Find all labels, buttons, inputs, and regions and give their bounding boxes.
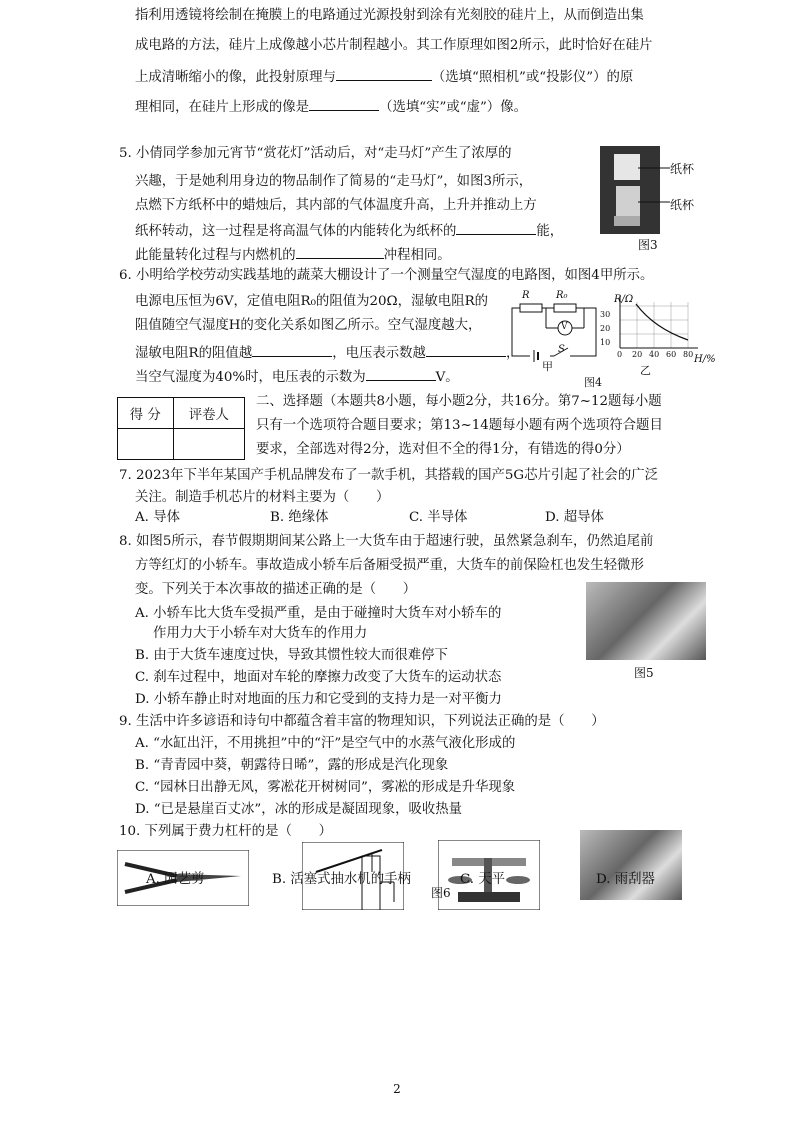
score-table <box>117 397 245 460</box>
q8-line1: 8. 如图5所示，春节假期期间某公路上一大货车由于超速行驶，虽然紧急刹车，仍然追尾前 <box>119 534 654 549</box>
q9-option-b[interactable]: B. “青青园中葵，朝露待日晞”，露的形成是汽化现象 <box>135 758 449 773</box>
fig3-caption: 图3 <box>638 238 658 252</box>
q7-line2: 关注。制造手机芯片的材料主要为（ ） <box>135 490 390 505</box>
q6-blank-3[interactable] <box>366 366 436 381</box>
section2-line1: 二、选择题（本题共8小题，每小题2分，共16分。第7~12题每小题 <box>256 394 662 409</box>
graph-xtick-20: 20 <box>632 350 643 359</box>
q7-option-c[interactable]: C. 半导体 <box>409 510 468 525</box>
q8-option-c[interactable]: C. 刹车过程中，地面对车轮的摩擦力改变了大货车的运动状态 <box>135 670 502 685</box>
q10-option-d[interactable]: D. 雨刮器 <box>596 872 655 887</box>
q4-line4: 理相同，在硅片上形成的像是 （选填“实”或“虚”）像。 <box>135 96 527 118</box>
graph-xtick-60: 60 <box>666 350 677 359</box>
q9-option-a[interactable]: A. “水缸出汗，不用挑担”中的“汗”是空气中的水蒸气液化形成的 <box>135 736 516 751</box>
q5-blank-1[interactable] <box>456 220 536 235</box>
q10-option-a[interactable]: A. 园艺剪 <box>146 872 205 887</box>
fig6-caption: 图6 <box>431 886 451 900</box>
score-label: 得 分 <box>118 398 174 429</box>
graph-ytick-20: 20 <box>600 324 611 333</box>
q8-line3: 变。下列关于本次事故的描述正确的是（ ） <box>135 582 417 597</box>
graph-ytick-10: 10 <box>600 338 611 347</box>
graph-xtick-80: 80 <box>683 350 694 359</box>
reviewer-label: 评卷人 <box>173 398 244 429</box>
q5-blank-2[interactable] <box>296 244 384 259</box>
graph-caption: 乙 <box>640 364 651 377</box>
fig5-caption: 图5 <box>634 666 654 680</box>
figure-5-accident-photo <box>586 582 706 660</box>
fig4-caption: 图4 <box>584 376 602 389</box>
q6-line3: 阻值随空气湿度H的变化关系如图乙所示。空气湿度越大， <box>135 318 482 333</box>
q6-line1: 6. 小明给学校劳动实践基地的蔬菜大棚设计了一个测量空气湿度的电路图，如图4甲所示。 <box>119 268 654 283</box>
q5-line1: 5. 小倩同学参加元宵节“赏花灯”活动后，对“走马灯”产生了浓厚的 <box>119 146 512 161</box>
q10-option-b[interactable]: B. 活塞式抽水机的手柄 <box>272 872 411 887</box>
graph-ytick-30: 30 <box>600 310 611 319</box>
section2-line2: 只有一个选项符合题目要求；第13~14题每小题有两个选项符合题目 <box>256 418 663 433</box>
fig3-label-top: 纸杯 <box>670 162 695 176</box>
graph-xlabel: H/% <box>694 354 716 365</box>
circuit-r0-label: R₀ <box>556 290 568 301</box>
q4-blank-2[interactable] <box>309 96 379 111</box>
q6-blank-1[interactable] <box>252 342 332 357</box>
q5-line3: 点燃下方纸杯中的蜡烛后，其内部的气体温度升高，上升并推动上方 <box>135 198 537 213</box>
graph-xtick-0: 0 <box>617 350 623 359</box>
q9-option-c[interactable]: C. “园林日出静无风，雾凇花开树树同”，雾凇的形成是升华现象 <box>135 780 516 795</box>
circuit-diagram <box>506 290 602 370</box>
q8-line2: 方等红灯的小轿车。事故造成小轿车后备厢受损严重，大货车的前保险杠也发生轻微形 <box>135 558 644 573</box>
q10-option-c[interactable]: C. 天平 <box>460 872 506 887</box>
q10-line1: 10. 下列属于费力杠杆的是（ ） <box>119 824 333 839</box>
q7-option-d[interactable]: D. 超导体 <box>545 510 604 525</box>
q6-line5: 当空气湿度为40%时，电压表的示数为 V。 <box>135 366 459 388</box>
circuit-r-label: R <box>522 290 530 301</box>
q6-blank-2[interactable] <box>426 342 506 357</box>
q4-blank-1[interactable] <box>336 66 432 81</box>
q9-line1: 9. 生活中许多谚语和诗句中都蕴含着丰富的物理知识，下列说法正确的是（ ） <box>119 714 605 729</box>
q8-option-b[interactable]: B. 由于大货车速度过快，导致其惯性较大而很难停下 <box>135 648 448 663</box>
q5-line5: 此能量转化过程与内燃机的 冲程相同。 <box>135 244 451 266</box>
q4-line3: 上成清晰缩小的像，此投射原理与 （选填“照相机”或“投影仪”）的原 <box>135 66 633 88</box>
q8-option-a-line1[interactable]: A. 小轿车比大货车受损严重，是由于碰撞时大货车对小轿车的 <box>135 606 502 621</box>
graph-xtick-40: 40 <box>649 350 660 359</box>
q8-option-a-line2[interactable]: 作用力大于小轿车对大货车的作用力 <box>153 626 368 641</box>
q7-line1: 7. 2023年下半年某国产手机品牌发布了一款手机，其搭载的国产5G芯片引起了社会的广泛 <box>119 468 658 483</box>
circuit-caption: 甲 <box>542 360 553 373</box>
q6-line4: 湿敏电阻R的阻值越 ，电压表示数越 ， <box>135 342 519 364</box>
reviewer-cell[interactable] <box>173 429 244 460</box>
circuit-meter-label: V <box>561 322 568 332</box>
q4-line2: 成电路的方法，硅片上成像越小芯片制程越小。其工作原理如图2所示，此时恰好在硅片 <box>135 38 653 53</box>
q4-line1: 指利用透镜将绘制在掩膜上的电路通过光源投射到涂有光刻胶的硅片上，从而倒造出集 <box>135 8 644 23</box>
q5-line2: 兴趣，于是她利用身边的物品制作了简易的“走马灯”，如图3所示， <box>135 174 533 189</box>
score-cell[interactable] <box>118 429 174 460</box>
q9-option-d[interactable]: D. “已是悬崖百丈冰”，冰的形成是凝固现象，吸收热量 <box>135 802 463 817</box>
circuit-switch-label: S <box>558 344 565 355</box>
q7-option-b[interactable]: B. 绝缘体 <box>270 510 329 525</box>
q5-line4: 纸杯转动，这一过程是将高温气体的内能转化为纸杯的 能， <box>135 220 563 242</box>
graph-ylabel: R/Ω <box>614 294 634 305</box>
section2-line3: 要求，全部选对得2分，选对但不全的得1分，有错选的得0分） <box>256 442 630 457</box>
q6-line2: 电源电压恒为6V，定值电阻R₀的阻值为20Ω，湿敏电阻R的 <box>135 294 489 309</box>
fig3-label-bottom: 纸杯 <box>670 198 695 212</box>
page-number: 2 <box>393 1082 401 1096</box>
q8-option-d[interactable]: D. 小轿车静止时对地面的压力和它受到的支持力是一对平衡力 <box>135 692 502 707</box>
q7-option-a[interactable]: A. 导体 <box>135 510 180 525</box>
